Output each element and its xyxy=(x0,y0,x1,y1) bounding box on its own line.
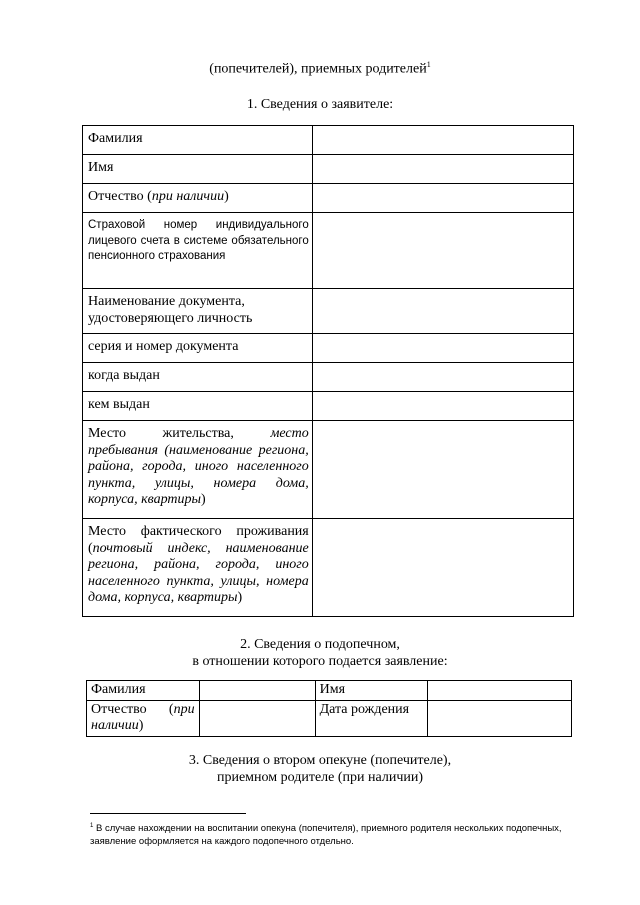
table-row xyxy=(83,519,574,617)
table-row xyxy=(83,155,574,184)
footnote-ref: 1 xyxy=(426,60,431,69)
section1-title: 1. Сведения о заявителе: xyxy=(246,97,394,112)
table-row xyxy=(83,289,574,334)
table-row xyxy=(83,363,574,392)
table-row xyxy=(87,681,572,701)
name-label: Имя xyxy=(83,155,313,184)
snils-label: Страховой номер индивидуального лицевого счета в системе обязательного пенсионного страхования xyxy=(83,213,313,289)
ward-birthdate-label: Дата рождения xyxy=(315,700,428,736)
table-row xyxy=(83,334,574,363)
table-row xyxy=(83,421,574,519)
id-document-label: Наименование документа, удостоверяющего личность xyxy=(83,289,313,334)
ward-patronymic-label: Отчество (при наличии) xyxy=(87,700,200,736)
table-row xyxy=(83,184,574,213)
id-document-field[interactable] xyxy=(312,289,573,334)
ward-name-field[interactable] xyxy=(428,681,572,701)
issued-by-label: кем выдан xyxy=(83,392,313,421)
section3-title: 3. Сведения о втором опекуне (попечителе), приемном родителе (при наличии) xyxy=(188,753,452,785)
residence-label: Место жительства, место пребывания (наименование региона, района, города, иного населенного пункта, улицы, номера дома, корпуса, квартиры) xyxy=(83,421,313,519)
surname-field[interactable] xyxy=(312,126,573,155)
ward-table xyxy=(86,680,572,737)
header-line xyxy=(0,60,640,78)
ward-surname-field[interactable] xyxy=(199,681,315,701)
footnote: $^1$ В случае нахождении на воспитании опекуна (попечителя), приемного родителя нескольких подопечных, заявление оформляется на каждого подопечного отдельно. xyxy=(90,823,562,848)
actual-residence-field[interactable] xyxy=(312,519,573,617)
table-row xyxy=(83,126,574,155)
header-text: (попечителей), приемных родителей xyxy=(209,61,427,77)
table-row xyxy=(83,213,574,289)
ward-birthdate-field[interactable] xyxy=(428,700,572,736)
residence-field[interactable] xyxy=(312,421,573,519)
applicant-table xyxy=(82,125,574,617)
doc-number-field[interactable] xyxy=(312,334,573,363)
ward-name-label: Имя xyxy=(315,681,428,701)
table-row xyxy=(83,392,574,421)
patronymic-label: Отчество (при наличии) xyxy=(83,184,313,213)
patronymic-field[interactable] xyxy=(312,184,573,213)
ward-patronymic-field[interactable] xyxy=(199,700,315,736)
issue-date-label: когда выдан xyxy=(83,363,313,392)
footnote-separator xyxy=(90,813,246,814)
name-field[interactable] xyxy=(312,155,573,184)
section2-title: 2. Сведения о подопечном, в отношении которого подается заявление: xyxy=(192,637,448,669)
snils-field[interactable] xyxy=(312,213,573,289)
actual-residence-label: Место фактического проживания (почтовый индекс, наименование региона, района, города, иного населенного пункта, улицы, номера дома, корпуса, квартиры) xyxy=(83,519,313,617)
issued-by-field[interactable] xyxy=(312,392,573,421)
doc-number-label: серия и номер документа xyxy=(83,334,313,363)
surname-label: Фамилия xyxy=(83,126,313,155)
table-row xyxy=(87,700,572,736)
issue-date-field[interactable] xyxy=(312,363,573,392)
ward-surname-label: Фамилия xyxy=(87,681,200,701)
